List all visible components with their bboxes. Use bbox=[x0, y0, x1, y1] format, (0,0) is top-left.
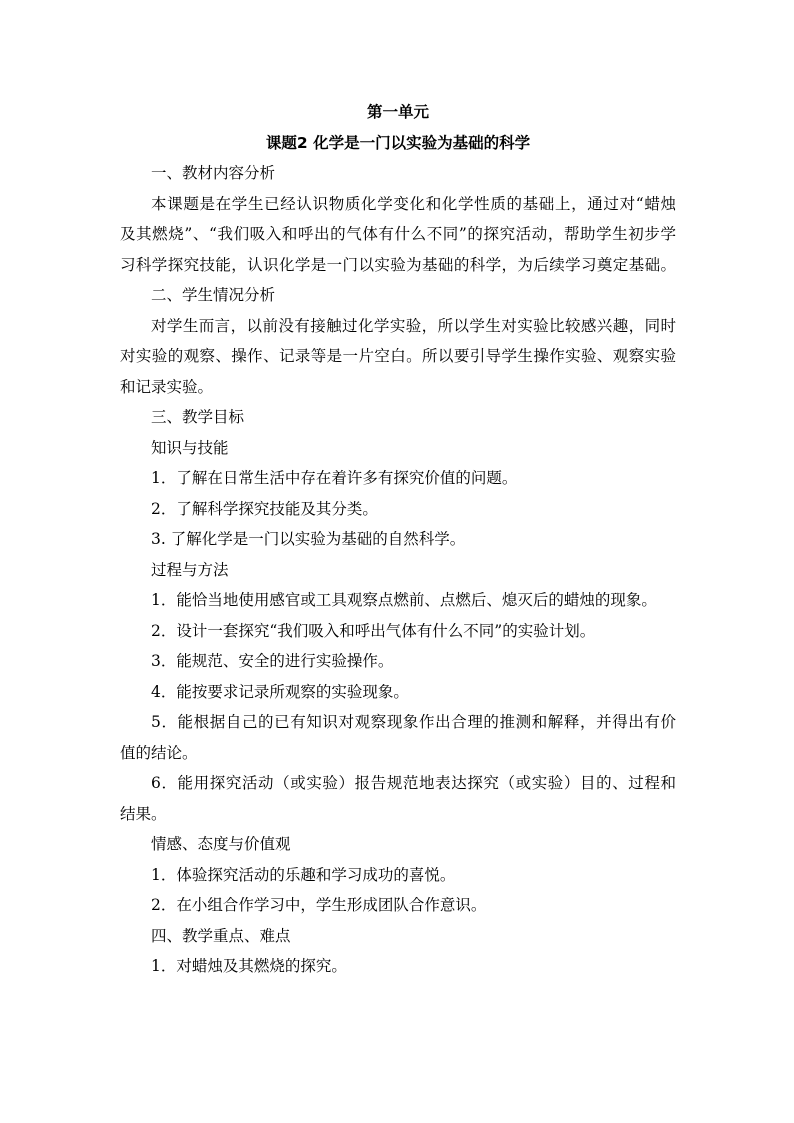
text-line: 一、教材内容分析 bbox=[151, 164, 276, 182]
text-line: 值的结论。 bbox=[120, 743, 198, 762]
text-lines bbox=[120, 158, 676, 982]
text-line: 4．能按要求记录所观察的实验现象。 bbox=[151, 682, 409, 701]
text-line: 1．对蜡烛及其燃烧的探究。 bbox=[151, 957, 347, 975]
text-line: 过程与方法 bbox=[151, 560, 229, 579]
lesson-title: 课题2 化学是一门以实验为基础的科学 bbox=[265, 133, 531, 152]
text-line: 2．了解科学探究技能及其分类。 bbox=[151, 499, 378, 518]
text-line: 及其燃烧”、“我们吸入和呼出的气体有什么不同”的探究活动，帮助学生初步学 bbox=[120, 225, 676, 243]
text-line: 和记录实验。 bbox=[120, 377, 214, 396]
text-line: 2．设计一套探究“我们吸入和呼出气体有什么不同”的实验计划。 bbox=[151, 621, 596, 640]
text-line: 本课题是在学生已经认识物质化学变化和化学性质的基础上，通过对“蜡烛 bbox=[151, 194, 676, 213]
text-line: 1．能恰当地使用感官或工具观察点燃前、点燃后、熄灭后的蜡烛的现象。 bbox=[151, 591, 657, 609]
text-line: 二、学生情况分析 bbox=[151, 286, 276, 304]
unit-title: 第一单元 bbox=[366, 103, 429, 121]
text-line: 四、教学重点、难点 bbox=[151, 926, 291, 945]
text-line: 2．在小组合作学习中，学生形成团队合作意识。 bbox=[151, 896, 487, 914]
text-line: 对实验的观察、操作、记录等是一片空白。所以要引导学生操作实验、观察实验 bbox=[120, 347, 676, 365]
text-line: 3. 了解化学是一门以实验为基础的自然科学。 bbox=[151, 530, 466, 548]
text-line: 5．能根据自己的已有知识对观察现象作出合理的推测和解释，并得出有价 bbox=[151, 713, 676, 731]
text-line: 结果。 bbox=[120, 804, 167, 823]
text-line: 习科学探究技能，认识化学是一门以实验为基础的科学，为后续学习奠定基础。 bbox=[120, 255, 676, 274]
text-line: 三、教学目标 bbox=[151, 408, 245, 426]
text-line: 情感、态度与价值观 bbox=[151, 835, 291, 853]
text-line: 1．了解在日常生活中存在着许多有探究价值的问题。 bbox=[151, 469, 518, 487]
text-line: 3．能规范、安全的进行实验操作。 bbox=[151, 652, 394, 670]
text-line: 对学生而言，以前没有接触过化学实验，所以学生对实验比较感兴趣，同时 bbox=[151, 316, 676, 335]
text-line: 1．体验探究活动的乐趣和学习成功的喜悦。 bbox=[151, 865, 456, 884]
document-body bbox=[120, 97, 676, 982]
text-line: 6．能用探究活动（或实验）报告规范地表达探究（或实验）目的、过程和 bbox=[151, 774, 676, 792]
text-line: 知识与技能 bbox=[151, 438, 229, 457]
